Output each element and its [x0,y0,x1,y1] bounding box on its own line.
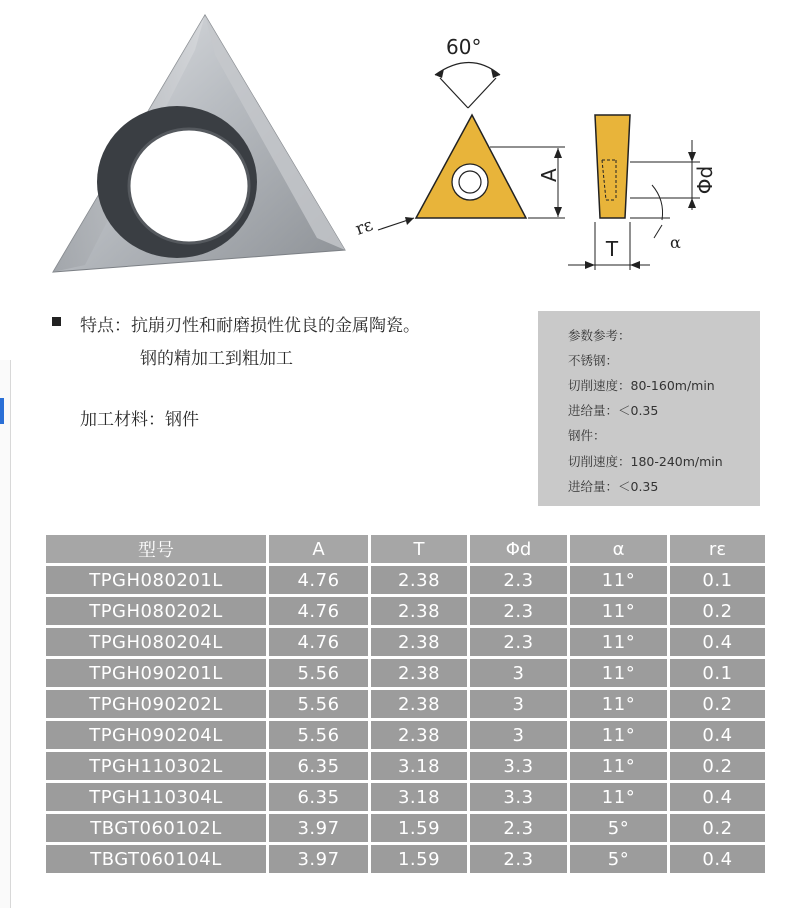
left-edge-marker [0,398,4,424]
params-stainless-label: 不锈钢： [568,353,619,368]
cell-r-epsilon: 0.1 [670,659,765,687]
cell-r-epsilon: 0.4 [670,783,765,811]
material-value: 钢件 [165,410,199,430]
cell-model: TPGH080202L [46,597,266,625]
cell-a: 4.76 [269,566,368,594]
insert-side-view [595,115,630,218]
dim-a-label: A [537,168,561,182]
cell-t: 2.38 [371,597,467,625]
cell-model: TPGH090202L [46,690,266,718]
dim-t-label: T [605,237,619,261]
cell-model: TPGH080201L [46,566,266,594]
header-r-epsilon: rε [670,535,765,563]
header-alpha: α [570,535,667,563]
cell-phi-d: 3 [470,690,567,718]
insert-diagram [350,30,760,280]
params-stainless-speed: 切削速度：80-160m/min [568,378,715,393]
cell-phi-d: 2.3 [470,814,567,842]
table-row [46,721,765,749]
left-edge-strip [0,360,11,908]
cell-t: 1.59 [371,845,467,873]
feature-text-1: 抗崩刃性和耐磨损性优良的金属陶瓷。 [131,316,420,336]
cell-r-epsilon: 0.4 [670,845,765,873]
cell-model: TPGH080204L [46,628,266,656]
cell-t: 1.59 [371,814,467,842]
cell-t: 2.38 [371,566,467,594]
spec-table-header [46,535,765,563]
header-phi-d: Φd [470,535,567,563]
feature-line-2: 钢的精加工到粗加工 [140,349,293,369]
cell-a: 5.56 [269,690,368,718]
header-a: A [269,535,368,563]
dim-phi-d-label: Φd [693,165,717,195]
cell-model: TBGT060102L [46,814,266,842]
cell-a: 5.56 [269,659,368,687]
table-row [46,566,765,594]
cell-alpha: 11° [570,721,667,749]
params-steel-feed: 进给量：＜0.35 [568,479,659,494]
header-t: T [371,535,467,563]
cell-alpha: 11° [570,628,667,656]
table-row [46,659,765,687]
params-panel [538,311,760,506]
cell-alpha: 11° [570,690,667,718]
table-row [46,783,765,811]
cell-a: 3.97 [269,814,368,842]
cell-t: 3.18 [371,783,467,811]
angle-label: 60° [446,35,482,59]
table-row [46,597,765,625]
header-model: 型号 [46,535,266,563]
material-line [80,405,199,430]
cell-r-epsilon: 0.2 [670,752,765,780]
params-steel-label: 钢件： [568,428,606,443]
cell-phi-d: 2.3 [470,628,567,656]
cell-model: TPGH090201L [46,659,266,687]
cell-t: 2.38 [371,721,467,749]
params-title: 参数参考： [568,328,631,343]
cell-phi-d: 2.3 [470,597,567,625]
spec-table [43,532,768,876]
cell-t: 2.38 [371,628,467,656]
cell-alpha: 11° [570,752,667,780]
cell-model: TBGT060104L [46,845,266,873]
material-label: 加工材料： [80,410,165,430]
cell-alpha: 11° [570,783,667,811]
cell-alpha: 11° [570,566,667,594]
cell-phi-d: 2.3 [470,566,567,594]
cell-r-epsilon: 0.2 [670,814,765,842]
cell-t: 3.18 [371,752,467,780]
cell-a: 4.76 [269,597,368,625]
cell-r-epsilon: 0.2 [670,690,765,718]
alpha-label: α [670,233,681,252]
table-row [46,628,765,656]
cell-phi-d: 3.3 [470,752,567,780]
cell-alpha: 11° [570,659,667,687]
table-row [46,690,765,718]
cell-r-epsilon: 0.2 [670,597,765,625]
table-row [46,752,765,780]
cell-t: 2.38 [371,659,467,687]
r-epsilon-label: rε [352,215,376,240]
cell-phi-d: 2.3 [470,845,567,873]
cell-phi-d: 3.3 [470,783,567,811]
feature-line-1 [80,311,420,336]
cell-r-epsilon: 0.4 [670,628,765,656]
table-row [46,814,765,842]
cell-a: 6.35 [269,752,368,780]
feature-prefix: 特点： [80,316,131,336]
cell-alpha: 11° [570,597,667,625]
cell-r-epsilon: 0.1 [670,566,765,594]
table-row [46,845,765,873]
feature-bullet [52,317,61,326]
cell-phi-d: 3 [470,721,567,749]
cell-model: TPGH090204L [46,721,266,749]
params-stainless-feed: 进给量：＜0.35 [568,403,659,418]
cell-a: 4.76 [269,628,368,656]
insert-photo [45,10,355,280]
cell-alpha: 5° [570,845,667,873]
cell-a: 5.56 [269,721,368,749]
cell-r-epsilon: 0.4 [670,721,765,749]
cell-t: 2.38 [371,690,467,718]
cell-a: 6.35 [269,783,368,811]
cell-phi-d: 3 [470,659,567,687]
params-steel-speed: 切削速度：180-240m/min [568,454,723,469]
cell-model: TPGH110302L [46,752,266,780]
cell-alpha: 5° [570,814,667,842]
cell-a: 3.97 [269,845,368,873]
cell-model: TPGH110304L [46,783,266,811]
